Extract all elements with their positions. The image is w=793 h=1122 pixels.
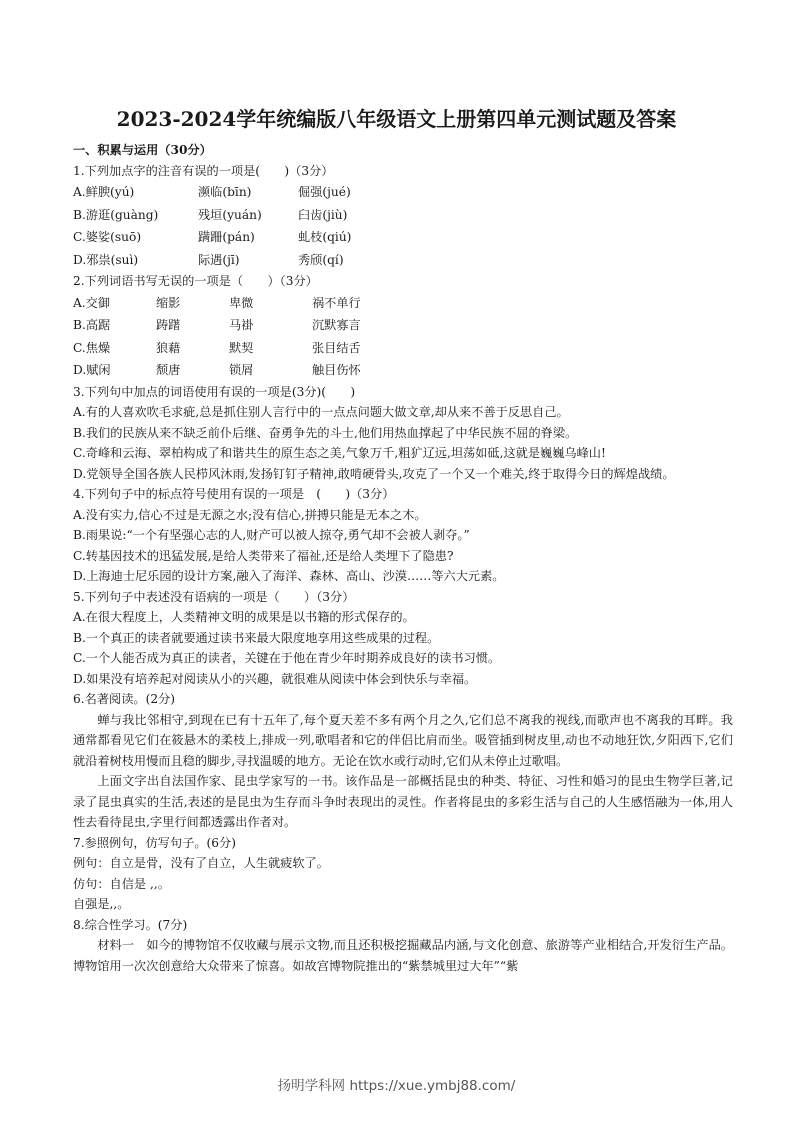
q1-option-b [73, 204, 733, 227]
q1-stem: 1.下列加点字的注音有误的一项是( )（3分） [73, 163, 334, 178]
exam-content [73, 140, 733, 976]
q1-b-1: B.游逛(guàng) [73, 207, 159, 222]
q2-c-2: 狼藉 [156, 340, 181, 355]
q5-option-d: D.如果没有培养起对阅读从小的兴趣，就很难从阅读中体会到快乐与幸福。 [73, 671, 477, 686]
q1-b-3: 臼齿(jiù) [298, 207, 348, 222]
q7-example: 例句：自立是骨，没有了自立，人生就疲软了。 [73, 856, 329, 870]
q2-c-3: 默契 [229, 340, 254, 355]
q1-a-1: A.鲜腴(yú) [73, 185, 135, 199]
q8-material-1: 材料一 如今的博物馆不仅收藏与展示文物,而且还积极挖掘藏品内涵,与文化创意、旅游等产业相结合,开发衍生产品。博物馆用一次次创意给大众带来了惊喜。如故宫博物院推出的“紫禁城里过大年”“紫 [73, 938, 733, 973]
q7-stem: 7.参照例句，仿写句子。(6分) [73, 835, 236, 850]
q2-stem: 2.下列词语书写无误的一项是（ ）（3分） [73, 274, 318, 288]
q5-option-b: B.一个真正的读者就要通过读书来最大限度地享用这些成果的过程。 [73, 630, 440, 645]
q1-a-3: 倔强(jué) [298, 185, 351, 199]
q2-c-1: C.焦燥 [73, 340, 111, 355]
q1-c-3: 虬枝(qiú) [298, 230, 352, 244]
q2-a-1: A.交御 [73, 295, 111, 310]
q4-option-a: A.没有实力,信心不过是无源之水;没有信心,拼搏只能是无本之木。 [73, 507, 427, 522]
q5-stem: 5.下列句子中表述没有语病的一项是（ ）（3分） [73, 589, 355, 604]
q5-option-a: A.在很大程度上，人类精神文明的成果是以书籍的形式保存的。 [73, 610, 415, 624]
q2-option-d [73, 359, 733, 382]
q2-option-a [73, 292, 733, 315]
q6-passage: 蝉与我比邻相守,到现在已有十五年了,每个夏天差不多有两个月之久,它们总不离我的视线,而歌声也不离我的耳畔。我通常都看见它们在筱悬木的柔枝上,排成一列,歌唱者和它的伴侣比肩而坐。吸管插到树皮里,动也不动地狂饮,夕阳西下,它们就沿着树枝用慢而且稳的脚步,寻找温暖的地方。无论在饮水或行动时,它们从未停止过歌唱。 [73, 712, 733, 768]
q3-stem: 3.下列句中加点的词语使用有误的一项是(3分)( ) [73, 384, 356, 399]
q2-b-2: 踌躇 [156, 318, 181, 332]
q3-option-d: D.党领导全国各族人民栉风沐雨,发扬钉钉子精神,敢啃硬骨头,攻克了一个又一个难关,终于取得今日的辉煌战绩。 [73, 466, 675, 481]
q2-b-3: 马褂 [229, 318, 254, 332]
q7-line3: 自强是,,。 [73, 897, 130, 911]
q2-d-3: 锁屑 [229, 363, 254, 377]
q1-d-1: D.邪祟(suì) [73, 252, 139, 267]
q2-b-4: 沉默寡言 [312, 318, 361, 332]
q4-option-b: B.雨果说:“一个有坚强心志的人,财产可以被人掠夺,勇气却不会被人剥夺。” [73, 528, 470, 542]
q2-c-4: 张目结舌 [312, 340, 361, 355]
q2-option-c [73, 337, 733, 360]
q1-a-2: 濒临(bīn) [198, 185, 252, 199]
q3-option-a: A.有的人喜欢吹毛求疵,总是抓住别人言行中的一点点问题大做文章,却从来不善于反思自己。 [73, 405, 569, 419]
q1-b-2: 残垣(yuán) [198, 207, 262, 222]
page-title: 2023-2024学年统编版八年级语文上册第四单元测试题及答案 [116, 107, 677, 131]
q1-d-2: 际遇(jī) [198, 252, 240, 267]
q6-question-text: 上面文字出自法国作家、昆虫学家写的一书。该作品是一部概括昆虫的种类、特征、习性和婚习的昆虫生物学巨著,记录了昆虫真实的生活,表述的是昆虫为生存而斗争时表现出的灵性。作者将昆虫的多彩生活与自己的人生感悟融为一体,用人性去看待昆虫,字里行间都透露出作者对。 [73, 774, 733, 829]
section-heading: 一、积累与运用（30分） [73, 143, 212, 157]
q4-option-d: D.上海迪士尼乐园的设计方案,融入了海洋、森林、高山、沙漠……等六大元素。 [73, 569, 505, 583]
q2-a-4: 祸不单行 [312, 295, 361, 310]
q2-a-3: 卑微 [229, 295, 254, 310]
q2-b-1: B.高踞 [73, 318, 111, 332]
q4-option-c: C.转基因技术的迅猛发展,是给人类带来了福祉,还是给人类埋下了隐患? [73, 548, 454, 563]
q1-c-2: 蹒跚(pán) [198, 230, 255, 244]
q2-d-1: D.赋闲 [73, 363, 111, 377]
q2-option-b [73, 314, 733, 337]
q1-c-1: C.婆娑(suō) [73, 230, 142, 244]
q1-option-d [73, 249, 733, 272]
q5-option-c: C.一个人能否成为真正的读者，关键在于他在青少年时期养成良好的读书习惯。 [73, 651, 501, 665]
q1-option-a [73, 181, 733, 204]
q3-option-b: B.我们的民族从来不缺乏前仆后继、奋勇争先的斗士,他们用热血撑起了中华民族不屈的脊梁。 [73, 425, 578, 440]
q7-imitate: 仿句：自信是 ,,。 [73, 876, 170, 891]
q1-d-3: 秀颀(qí) [298, 252, 344, 267]
q3-option-c: C.奇峰和云海、翠柏构成了和谐共生的原生态之美,气象万千,粗犷辽远,坦荡如砥,这就是巍巍乌峰山! [73, 446, 606, 460]
q4-stem: 4.下列句子中的标点符号使用有误的一项是 ( )（3分） [73, 487, 395, 501]
q2-d-2: 颓唐 [156, 363, 181, 377]
footer-watermark: 扬明学科网 https://xue.ymbj88.com/ [277, 1078, 516, 1094]
q1-option-c [73, 226, 733, 249]
q2-a-2: 缩影 [156, 295, 181, 310]
q8-stem: 8.综合性学习。(7分) [73, 917, 188, 932]
q6-stem: 6.名著阅读。(2分) [73, 692, 176, 706]
q2-d-4: 触目伤怀 [312, 363, 361, 377]
